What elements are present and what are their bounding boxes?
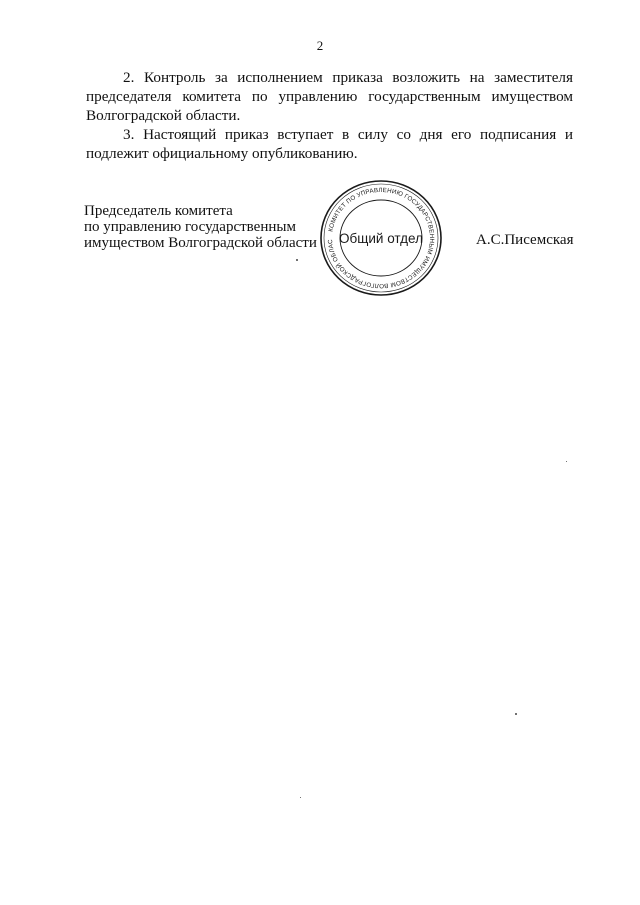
paragraph-3: 3. Настоящий приказ вступает в силу со дня его подписания и подлежит официальному опубликованию. <box>86 126 573 162</box>
scan-speck <box>296 259 298 261</box>
seal-ring-text: КОМИТЕТ ПО УПРАВЛЕНИЮ ГОСУДАРСТВЕННЫМ ИМУЩЕСТВОМ ВОЛГОГРАДСКОЙ ОБЛАС <box>326 186 436 290</box>
signer-name: А.С.Писемская <box>476 232 574 248</box>
scan-speck <box>515 713 517 715</box>
signatory-title-line: по управлению государственным <box>84 219 296 235</box>
page-number: 2 <box>316 38 324 53</box>
document-body <box>86 68 573 163</box>
signatory-title <box>84 203 317 251</box>
signatory-title-line: имуществом Волгоградской области <box>84 235 317 251</box>
official-seal <box>316 176 446 300</box>
paragraph-2: 2. Контроль за исполнением приказа возложить на заместителя председателя комитета по управлению государственным имуществом Волгоградской области. <box>86 69 573 124</box>
scan-speck <box>566 461 567 462</box>
seal-center-text: Общий отдел <box>339 231 423 246</box>
scan-speck <box>300 797 301 798</box>
signatory-title-line: Председатель комитета <box>84 203 233 219</box>
